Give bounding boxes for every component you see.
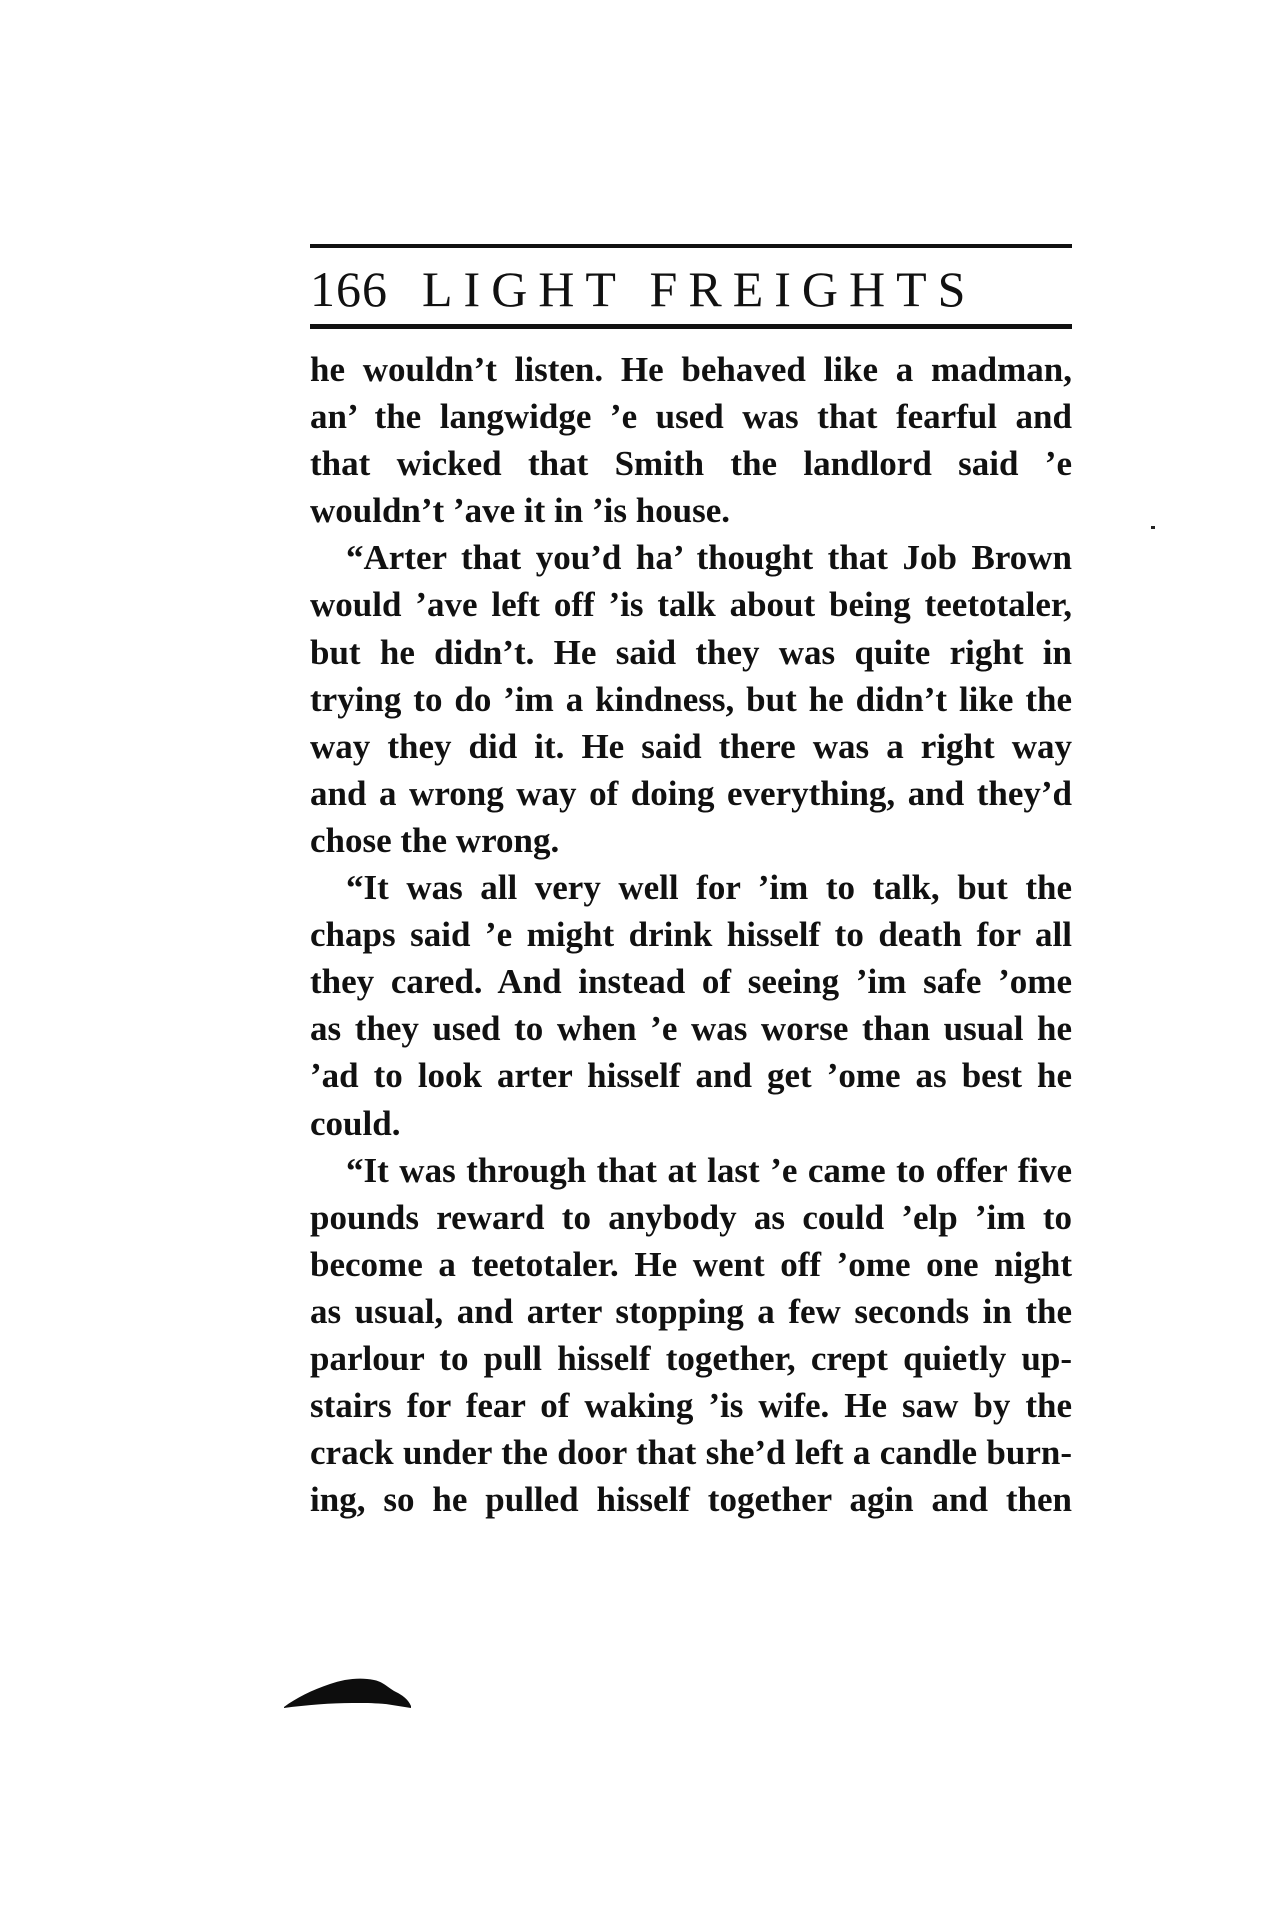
text-line: would ’ave left off ’is talk about being teetotaler, [310,585,1072,625]
header-rule-top [310,244,1072,248]
text-line: crack under the door that she’d left a candle burn- [310,1433,1072,1473]
text-line: become a teetotaler. He went off ’ome one night [310,1244,1072,1284]
ink-blot-mark [282,1668,412,1708]
text-line: chose the wrong. [310,820,560,860]
text-line: but he didn’t. He said they was quite right in [310,632,1072,672]
text-line: he wouldn’t listen. He behaved like a madman, [310,350,1072,389]
text-line: stairs for fear of waking ’is wife. He saw by the [310,1386,1072,1426]
text-line: trying to do ’im a kindness, but he didn’t like the [310,679,1072,719]
text-line: parlour to pull hisself together, crept quietly up- [310,1338,1072,1378]
text-line: that wicked that Smith the landlord said ’e [310,444,1072,484]
body-text [310,346,1072,1523]
text-line: “It was through that at last ’e came to offer five [346,1150,1072,1190]
text-line: wouldn’t ’ave it in ’is house. [310,491,731,531]
text-line: ing, so he pulled hisself together agin and then [310,1480,1072,1520]
text-line: chaps said ’e might drink hisself to death for all [310,915,1072,955]
stray-mark [1151,526,1155,529]
running-head [310,258,1072,320]
text-line: as usual, and arter stopping a few seconds in the [310,1291,1072,1331]
page-number: 166 [310,261,388,317]
running-title: LIGHT FREIGHTS [422,261,977,317]
text-line: an’ the langwidge ’e used was that fearful and [310,397,1072,437]
text-line: they cared. And instead of seeing ’im safe ’ome [310,962,1072,1002]
text-line: “Arter that you’d ha’ thought that Job Brown [346,538,1072,578]
text-line: way they did it. He said there was a right way [310,726,1072,766]
text-line: as they used to when ’e was worse than usual he [310,1009,1072,1049]
header-rule-bottom [310,324,1072,329]
text-line: and a wrong way of doing everything, and they’d [310,773,1072,813]
text-line: ’ad to look arter hisself and get ’ome as best he [310,1056,1072,1096]
text-line: “It was all very well for ’im to talk, but the [346,868,1072,908]
text-line: could. [310,1103,401,1143]
text-line: pounds reward to anybody as could ’elp ’im to [310,1197,1072,1237]
